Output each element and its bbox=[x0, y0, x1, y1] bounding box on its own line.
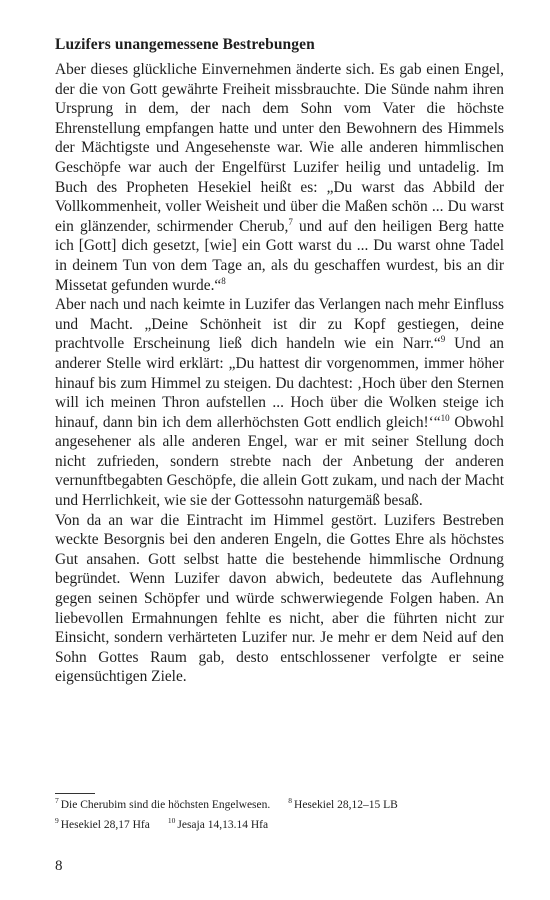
footnote-reference: 10 bbox=[440, 412, 450, 423]
footnote-text: Jesaja 14,13.14 Hfa bbox=[177, 819, 269, 831]
footnote-marker: 10 bbox=[167, 816, 176, 826]
page-body bbox=[55, 36, 504, 687]
footnote-reference: 7 bbox=[288, 216, 293, 227]
paragraph-text: Obwohl angesehener als alle anderen Engel, war er mit seiner Stellung doch nicht zufrieden, sondern strebte nach der Anbetung der anderen vernunftbegabten Geschöpfe, die allein Gott zukam, und nach der Macht und Herrlichkeit, wie sie der Gottessohn naturgemäß besaß. bbox=[55, 413, 504, 510]
paragraph-text: und auf den heiligen Berg hatte ich [Gott] dich gesetzt, [wie] ein Gott warst du ... Du warst ohne Tadel in deinem Tun von dem Tage an, als du geschaffen wurdest, bis an dir Missetat gefunden wurde.“ bbox=[55, 217, 504, 294]
footnote-line-1 bbox=[55, 795, 504, 815]
footnote-reference: 8 bbox=[221, 275, 226, 286]
footnote-marker: 9 bbox=[55, 816, 59, 826]
page-number: 8 bbox=[55, 858, 63, 874]
footnote-text: Hesekiel 28,12–15 LB bbox=[294, 799, 398, 811]
paragraph bbox=[55, 295, 504, 511]
body-text bbox=[55, 60, 504, 687]
footnote-marker: 7 bbox=[55, 796, 59, 806]
footnote-reference: 9 bbox=[440, 334, 446, 345]
footnote-text: Die Cherubim sind die höchsten Engelwesen. bbox=[60, 799, 271, 811]
footnote-divider bbox=[55, 793, 95, 794]
paragraph-text: Aber dieses glückliche Einvernehmen änderte sich. Es gab einen Engel, der die von Gott gewährte Freiheit missbrauchte. Die Sünde nahm ihren Ursprung in dem, der nach dem Sohn vom Vater die höchste Ehrenstellung empfangen hatte und unter den Bewohnern des Himmels der Mächtigste und Angesehenste war. Wie alle anderen himmlischen Geschöpfe war auch der Engelfürst Luzifer heilig und untadelig. Im Buch des Propheten Hesekiel heißt es: „Du warst das Abbild der Vollkommenheit, voller Weisheit und über die Maßen schön ... Du warst ein glänzender, schirmender Cherub, bbox=[55, 61, 504, 235]
section-heading: Luzifers unangemessene Bestrebungen bbox=[55, 36, 315, 53]
paragraph-text: Von da an war die Eintracht im Himmel gestört. Luzifers Bestreben weckte Besorgnis bei den anderen Engeln, die Gottes Ehre als höchstes Gut ansahen. Gott selbst hatte die bestehende himmlische Ordnung begründet. Wenn Luzifer davon abwich, bedeutete das Auflehnung gegen seinen Schöpfer und würde schwerwiegende Folgen haben. An liebevollen Ermahnungen fehlte es nicht, aber die führten nicht zur Einsicht, sondern verhärteten Luzifer nur. Je mehr er dem Neid auf den Sohn Gottes Raum gab, desto entschlossener verfolgte er seine eigensüchtigen Ziele. bbox=[55, 511, 504, 686]
paragraph-text: Aber nach und nach keimte in Luzifer das Verlangen nach mehr Einfluss und Macht. „Deine Schönheit ist dir zu Kopf gestiegen, deine prachtvolle Erscheinung ließ dich handeln wie ein Narr.“ bbox=[55, 296, 504, 353]
footnote-line-2 bbox=[55, 815, 504, 835]
paragraph-text: Und an anderer Stelle wird erklärt: „Du hattest dir vorgenommen, immer höher hinauf bis zum Himmel zu steigen. Du dachtest: ‚Hoch über den Sternen will ich meinen Thron aufstellen ... Hoch über die Wolken steige ich hinauf, dann bin ich dem allerhöchsten Gott endlich gleich!‘“ bbox=[55, 335, 505, 431]
footnotes bbox=[55, 795, 504, 835]
footnote-10 bbox=[168, 815, 268, 835]
paragraph bbox=[55, 511, 504, 687]
paragraph bbox=[55, 60, 504, 295]
footnote-9 bbox=[55, 815, 150, 835]
footnote-marker: 8 bbox=[288, 796, 293, 806]
footnote-7 bbox=[55, 795, 270, 815]
footnote-8 bbox=[288, 795, 398, 815]
footnote-text: Hesekiel 28,17 Hfa bbox=[60, 819, 150, 831]
